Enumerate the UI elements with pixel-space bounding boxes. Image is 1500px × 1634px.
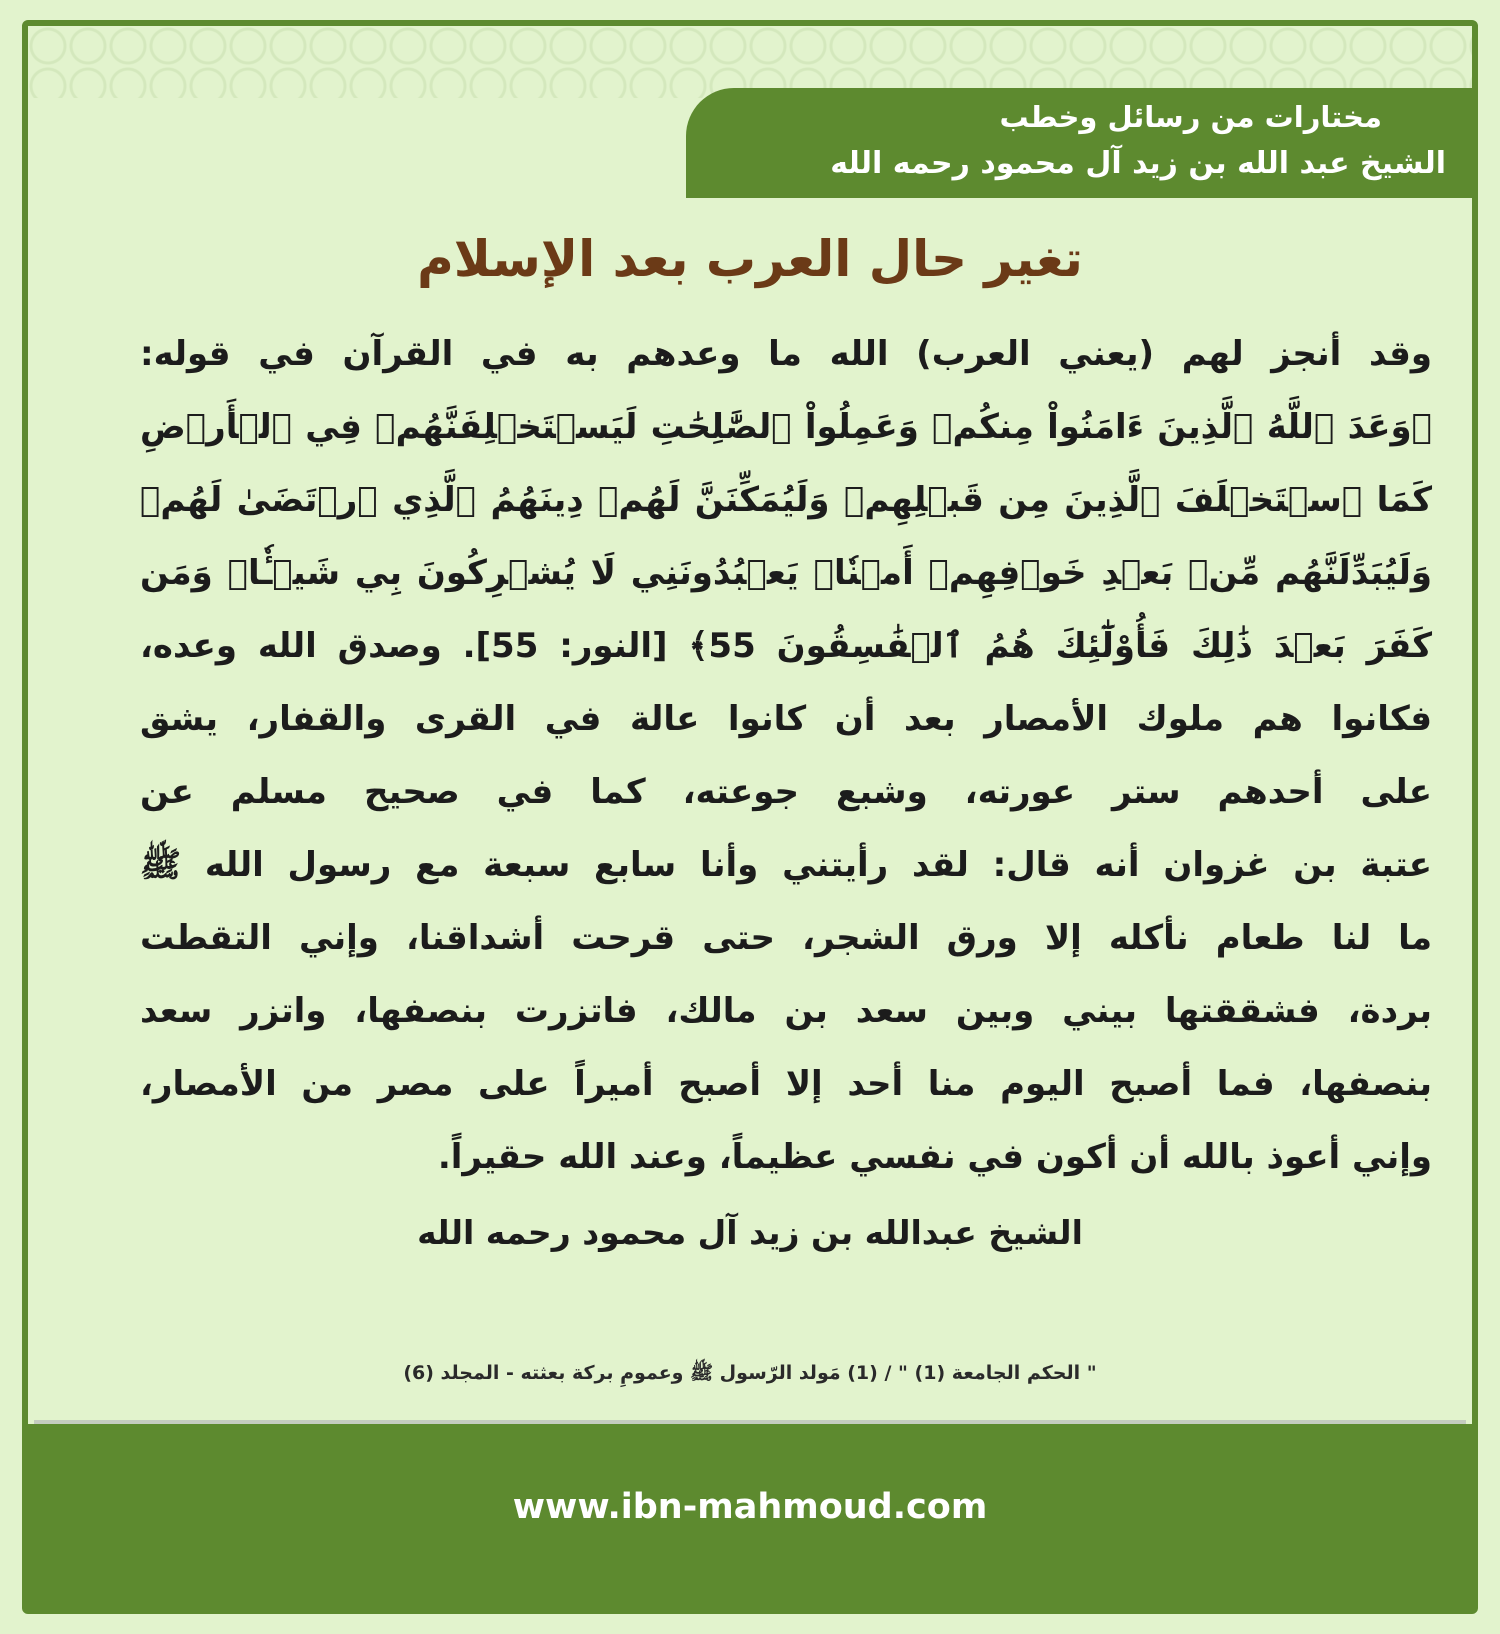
author-signature: الشيخ عبدالله بن زيد آل محمود رحمه الله	[417, 1213, 1083, 1252]
series-title: مختارات من رسائل وخطب	[999, 100, 1382, 134]
body-line: بنصفها، فما أصبح اليوم منا أحد إلا أصبح أميراً على مصر من الأمصار،	[140, 1064, 1432, 1104]
body-line: ما لنا طعام نأكله إلا ورق الشجر، حتى قرحت أشداقنا، وإني التقطت	[140, 918, 1432, 958]
article-card	[22, 20, 1478, 1614]
series-header	[686, 88, 1472, 198]
quran-verse-line: كَفَرَ بَعۡدَ ذَٰلِكَ فَأُوْلَٰٓئِكَ هُمُ ٱلۡفَٰسِقُونَ 55﴾ [النور: 55]. وصدق الله وعده،	[140, 626, 1432, 666]
body-line: على أحدهم ستر عورته، وشبع جوعته، كما في صحيح مسلم عن	[140, 772, 1432, 812]
quran-verse-line: وَلَيُبَدِّلَنَّهُم مِّنۢ بَعۡدِ خَوۡفِهِمۡ أَمۡنٗاۚ يَعۡبُدُونَنِي لَا يُشۡرِكُونَ بِي شَيۡـٔٗاۚ وَمَن	[140, 553, 1432, 593]
article-body	[140, 318, 1432, 1194]
quran-verse-line: كَمَا ٱسۡتَخۡلَفَ ٱلَّذِينَ مِن قَبۡلِهِمۡ وَلَيُمَكِّنَنَّ لَهُمۡ دِينَهُمُ ٱلَّذِي ٱرۡتَضَىٰ لَهُمۡ	[140, 480, 1432, 520]
body-line: وقد أنجز لهم (يعني العرب) الله ما وعدهم به في القرآن في قوله:	[140, 334, 1432, 374]
body-line: بردة، فشققتها بيني وبين سعد بن مالك، فاتزرت بنصفها، واتزر سعد	[140, 991, 1432, 1031]
body-line: فكانوا هم ملوك الأمصار بعد أن كانوا عالة في القرى والقفار، يشق	[140, 699, 1432, 739]
article-title: تغير حال العرب بعد الإسلام	[417, 230, 1083, 288]
website-link[interactable]: www.ibn-mahmoud.com	[512, 1487, 988, 1527]
source-citation: " الحكم الجامعة (1) " / (1) مَولد الرّسول ﷺ وعمومِ بركة بعثته - المجلد (6)	[403, 1362, 1097, 1384]
footer-band	[28, 1424, 1472, 1608]
quran-verse-line: ﴿وَعَدَ ٱللَّهُ ٱلَّذِينَ ءَامَنُواْ مِنكُمۡ وَعَمِلُواْ ٱلصَّٰلِحَٰتِ لَيَسۡتَخۡلِفَنَّهُمۡ فِي ٱلۡأَرۡضِ	[140, 407, 1432, 447]
body-line: عتبة بن غزوان أنه قال: لقد رأيتني وأنا سابع سبعة مع رسول الله ﷺ	[140, 845, 1432, 885]
body-line: وإني أعوذ بالله أن أكون في نفسي عظيماً، وعند الله حقيراً.	[437, 1137, 1432, 1177]
series-author: الشيخ عبد الله بن زيد آل محمود رحمه الله	[830, 146, 1446, 181]
